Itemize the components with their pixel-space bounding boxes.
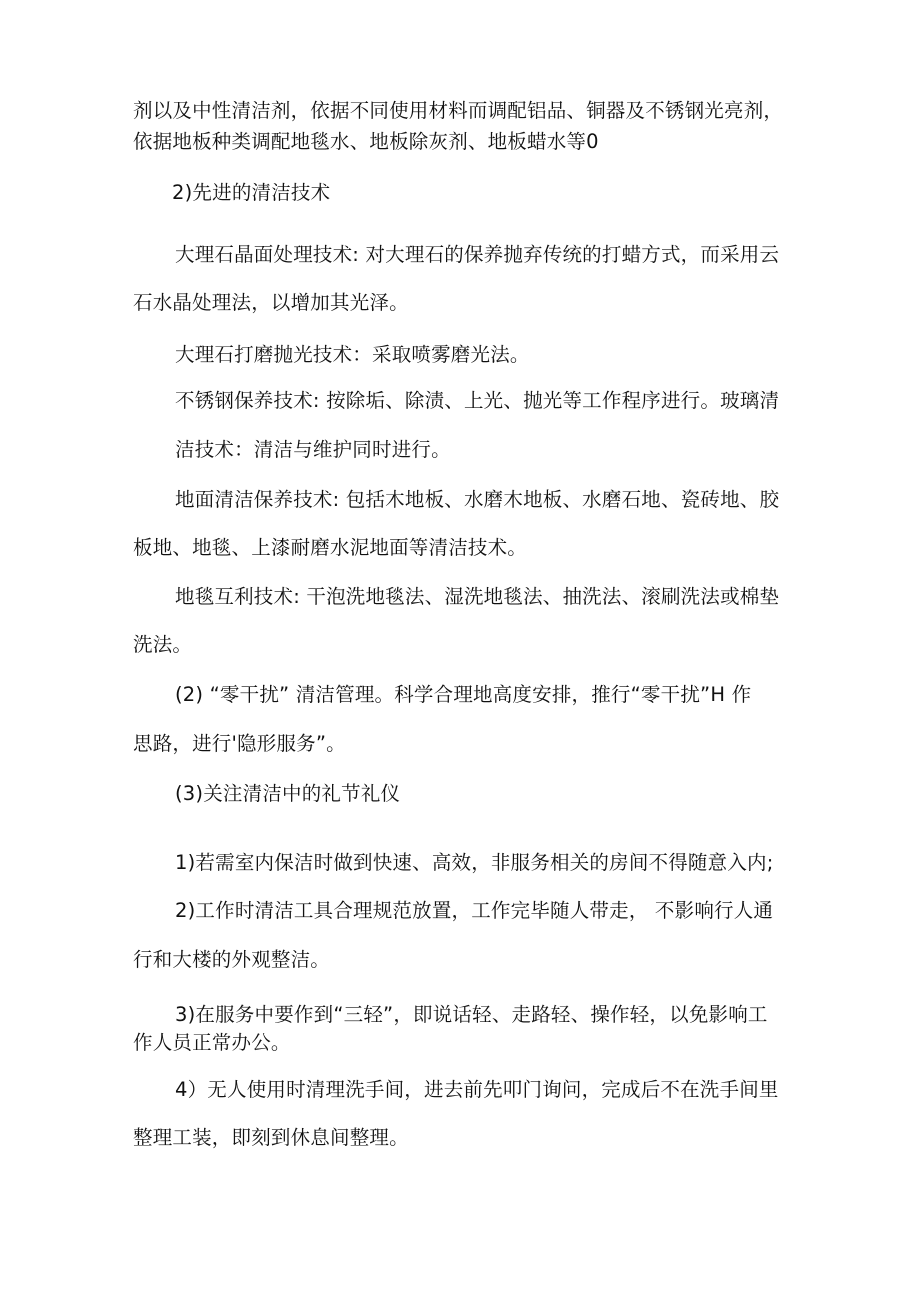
paragraph-line: 地面清洁保养技术: 包括木地板、水磨木地板、水磨石地、瓷砖地、胶 (175, 488, 780, 511)
paragraph-line: 剂以及中性清洁剂，依据不同使用材料而调配铝品、铜器及不锈钢光亮剂， (133, 99, 784, 122)
paragraph-line: 1)若需室内保洁时做到快速、高效，非服务相关的房间不得随意入内; (175, 851, 774, 874)
paragraph-line: 洁技术：清洁与维护同时进行。 (175, 438, 451, 461)
paragraph-line: 思路，进行'隐形服务”。 (133, 732, 346, 755)
paragraph-line: 整理工装，即刻到休息间整理。 (133, 1126, 409, 1149)
paragraph-line: 洗法。 (133, 633, 193, 656)
paragraph-line: 地毯互利技术: 干泡洗地毯法、湿洗地毯法、抽洗法、滚刷洗法或棉垫 (175, 585, 780, 608)
paragraph-line: 不锈钢保养技术: 按除垢、除渍、上光、抛光等工作程序进行。玻璃清 (175, 389, 780, 412)
section-heading: 2)先进的清洁技术 (172, 181, 331, 204)
paragraph-line: 2)工作时清洁工具合理规范放置，工作完毕随人带走， 不影响行人通 (175, 899, 774, 922)
paragraph-line: 4）无人使用时清理洗手间，进去前先叩门询问，完成后不在洗手间里 (175, 1078, 779, 1101)
paragraph-line: 大理石晶面处理技术: 对大理石的保养抛弃传统的打蜡方式，而采用云 (175, 243, 780, 266)
paragraph-line: 大理石打磨抛光技术：采取喷雾磨光法。 (175, 343, 530, 366)
paragraph-line: 3)在服务中要作到“三轻”，即说话轻、走路轻、操作轻，以免影响工 (175, 1003, 768, 1026)
paragraph-line: 作人员正常办公。 (133, 1031, 291, 1054)
section-heading: (3)关注清洁中的礼节礼仪 (175, 782, 401, 805)
paragraph-line: (2) “零干扰” 清洁管理。科学合理地高度安排，推行“零干扰”H 作 (175, 683, 752, 706)
paragraph-line: 板地、地毯、上漆耐磨水泥地面等清洁技术。 (133, 536, 528, 559)
paragraph-line: 依据地板种类调配地毯水、地板除灰剂、地板蜡水等0 (133, 130, 599, 153)
paragraph-line: 行和大楼的外观整洁。 (133, 948, 331, 971)
paragraph-line: 石水晶处理法，以增加其光泽。 (133, 291, 409, 314)
